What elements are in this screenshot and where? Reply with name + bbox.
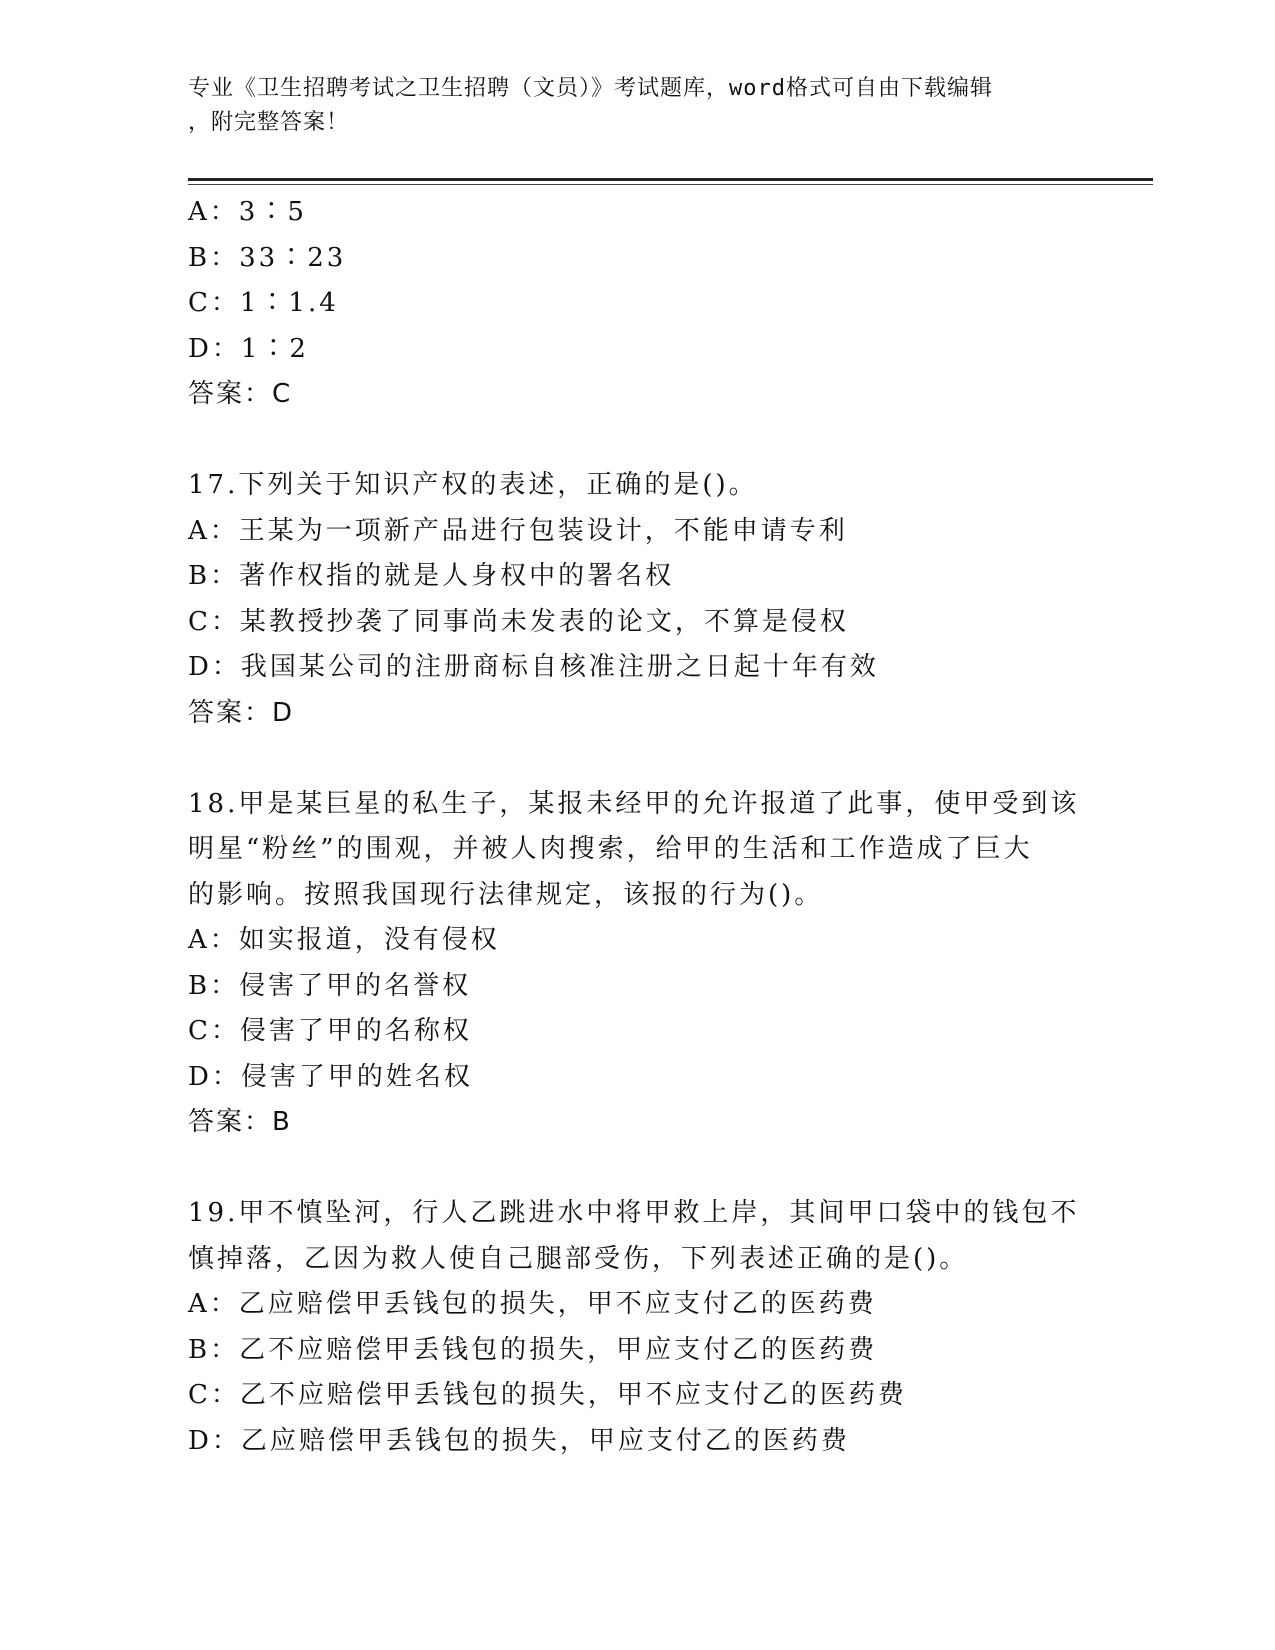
option-d: D：我国某公司的注册商标自核准注册之日起十年有效 <box>188 652 879 682</box>
question-stem-line-1: 18.甲是某巨星的私生子，某报未经甲的允许报道了此事，使甲受到该 <box>188 788 1080 819</box>
header-title-line-2: ，附完整答案！ <box>188 110 350 135</box>
option-a: A：王某为一项新产品进行包装设计，不能申请专利 <box>188 515 848 546</box>
option-a: A：乙应赔偿甲丢钱包的损失，甲不应支付乙的医药费 <box>188 1289 877 1319</box>
option-a: A：3∶5 <box>188 197 307 227</box>
question-18 <box>188 782 1148 1146</box>
question-stem: 17.下列关于知识产权的表述，正确的是()。 <box>188 470 758 500</box>
option-c: C：乙不应赔偿甲丢钱包的损失，甲不应支付乙的医药费 <box>188 1380 907 1410</box>
question-stem-line-1: 19.甲不慎坠河，行人乙跳进水中将甲救上岸，其间甲口袋中的钱包不 <box>188 1198 1080 1228</box>
question-19 <box>188 1191 1148 1464</box>
question-stem-line-3: 的影响。按照我国现行法律规定，该报的行为()。 <box>188 879 824 910</box>
header-title-line-1: 专业《卫生招聘考试之卫生招聘（文员）》考试题库，word格式可自由下载编辑 <box>188 76 993 101</box>
spacer <box>188 1146 1148 1192</box>
document-header <box>188 72 1088 140</box>
question-stem-line-2: 慎掉落，乙因为救人使自己腿部受伤，下列表述正确的是()。 <box>188 1243 969 1274</box>
option-d: D：1∶2 <box>188 333 309 364</box>
option-d: D：侵害了甲的姓名权 <box>188 1061 473 1092</box>
option-b: B：乙不应赔偿甲丢钱包的损失，甲应支付乙的医药费 <box>188 1334 878 1365</box>
spacer <box>188 418 1148 464</box>
question-list <box>188 190 1148 1464</box>
answer-line: 答案：C <box>188 379 293 409</box>
header-divider-thick <box>188 178 1153 181</box>
option-c: C：侵害了甲的名称权 <box>188 1016 472 1046</box>
option-c: C：1∶1.4 <box>188 288 339 318</box>
answer-line: 答案：D <box>188 697 295 728</box>
answer-line: 答案：B <box>188 1107 292 1137</box>
header-divider-thin <box>188 184 1153 185</box>
question-16 <box>188 190 1148 418</box>
option-c: C：某教授抄袭了同事尚未发表的论文，不算是侵权 <box>188 606 849 637</box>
option-b: B：侵害了甲的名誉权 <box>188 970 472 1001</box>
question-17 <box>188 463 1148 736</box>
option-b: B：33∶23 <box>188 242 347 273</box>
question-stem-line-2: 明星“粉丝”的围观，并被人肉搜索，给甲的生活和工作造成了巨大 <box>188 834 1033 864</box>
option-d: D：乙应赔偿甲丢钱包的损失，甲应支付乙的医药费 <box>188 1425 850 1456</box>
option-b: B：著作权指的就是人身权中的署名权 <box>188 561 675 591</box>
option-a: A：如实报道，没有侵权 <box>188 925 500 955</box>
spacer <box>188 736 1148 782</box>
